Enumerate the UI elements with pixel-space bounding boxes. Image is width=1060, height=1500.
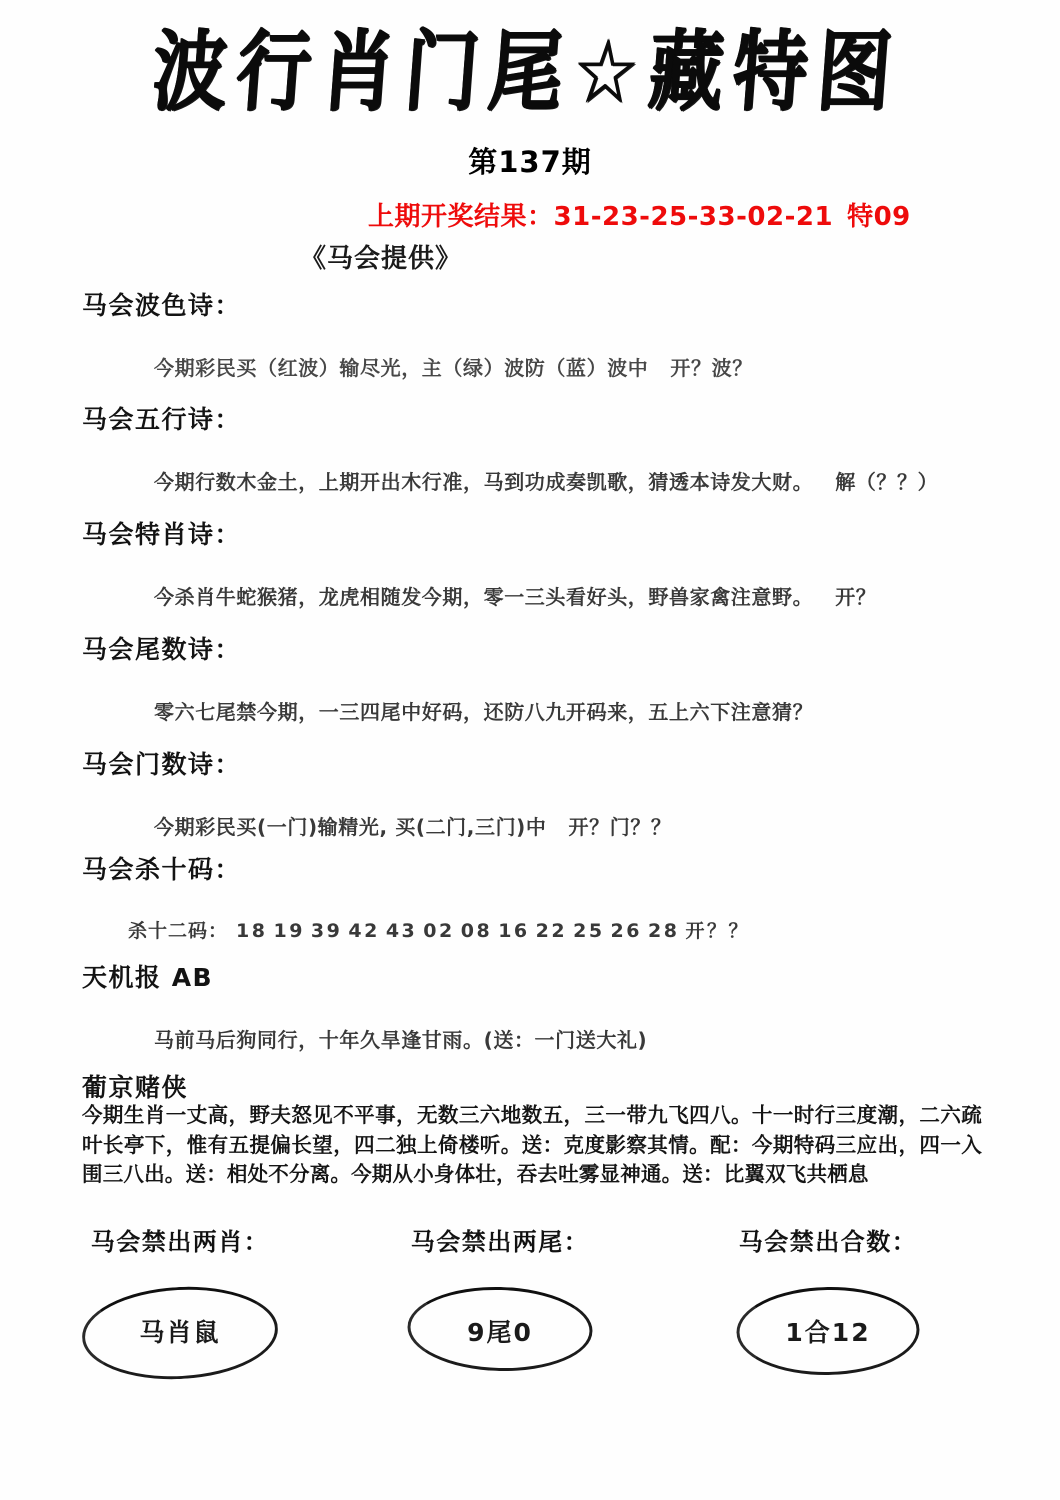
- section-tianji-report: [82, 958, 982, 1053]
- section-body: [154, 581, 982, 610]
- issue-number: 第137期: [468, 144, 592, 179]
- ban-value: 9尾0: [467, 1318, 533, 1347]
- result-label: 上期开奖结果：: [368, 202, 554, 232]
- kill-codes-tail: 开？？: [685, 920, 750, 942]
- kill-code: 16: [498, 920, 530, 942]
- kill-code: 26: [610, 920, 642, 942]
- section-kill-codes: [82, 850, 982, 943]
- section-weishu-poem: [82, 630, 982, 725]
- section-heading: 马会特肖诗：: [82, 520, 242, 549]
- section-bose-poem: [82, 286, 982, 381]
- pujing-paragraph: 今期生肖一丈高，野夫怒见不平事，无数三六地数五，三一带九飞四八。十一时行三度潮，二六疏叶长亭下，惟有五提偏长望，四二独上倚楼听。送：克度影察其情。配：今期特码三应出，四一入围三八出。送：相处不分离。今期从小身体壮，吞去吐雾显神通。送：比翼双飞共栖息: [82, 1103, 982, 1186]
- section-body: [154, 696, 982, 725]
- section-body-text: 今期彩民买（红波）输尽光，主（绿）波防（蓝）波中: [154, 356, 649, 380]
- kill-code: 28: [648, 920, 680, 942]
- ban-heading: 马会禁出合数：: [738, 1228, 918, 1256]
- last-draw-result: [368, 196, 911, 233]
- result-numbers: 31-23-25-33-02-21: [553, 202, 834, 232]
- section-body: [154, 811, 982, 840]
- ban-column-sum: [668, 1222, 988, 1381]
- section-body-text: 今期彩民买(一门)输精光, 买(二门,三门)中: [154, 815, 547, 839]
- kill-code: 42: [348, 920, 380, 942]
- section-menshu-poem: [82, 745, 982, 840]
- section-body-tail: 解（？？）: [835, 470, 939, 494]
- ban-heading: 马会禁出两肖：: [90, 1228, 270, 1256]
- kill-code: 02: [423, 920, 455, 942]
- section-body-text: 零六七尾禁今期，一三四尾中好码，还防八九开码来，五上六下注意猜？: [154, 700, 814, 724]
- title-block: [0, 21, 1060, 181]
- section-heading: 天机报 AB: [82, 963, 214, 992]
- section-body-text: 马前马后狗同行，十年久旱逢甘雨。(送：一门送大礼): [154, 1028, 648, 1052]
- section-body-text: 今杀肖牛蛇猴猪，龙虎相随发今期，零一三头看好头，野兽家禽注意野。: [154, 585, 814, 609]
- ban-row: [0, 1222, 1060, 1382]
- section-heading: 马会波色诗：: [82, 291, 242, 320]
- ban-value: 1合12: [785, 1318, 871, 1347]
- section-heading: 马会尾数诗：: [82, 635, 242, 664]
- kill-code: 19: [273, 920, 305, 942]
- section-wuxing-poem: [82, 400, 982, 495]
- page-title: 波行肖门尾☆藏特图: [148, 21, 905, 123]
- section-body: [154, 352, 982, 381]
- ban-value-container: [20, 1287, 340, 1381]
- ban-column-tail: [340, 1222, 660, 1381]
- section-body: [154, 466, 982, 495]
- section-body-tail: 开？波？: [670, 356, 753, 380]
- ban-heading: 马会禁出两尾：: [410, 1228, 590, 1256]
- kill-code: 08: [460, 920, 493, 942]
- kill-codes-line: [128, 916, 982, 943]
- pujing-heading: 葡京赌侠: [82, 1073, 189, 1102]
- section-body-tail: 开？: [835, 585, 877, 609]
- section-body: [154, 1024, 982, 1053]
- ban-value-container: [340, 1287, 660, 1381]
- kill-code: 18: [236, 920, 268, 942]
- kill-code: 22: [535, 920, 568, 942]
- kill-codes-label: 杀十二码：: [128, 920, 229, 942]
- section-body-text: 今期行数木金土，上期开出木行准，马到功成奏凯歌，猜透本诗发大财。: [154, 470, 814, 494]
- kill-code: 43: [385, 920, 418, 942]
- section-texiao-poem: [82, 515, 982, 610]
- ban-column-zodiac: [20, 1222, 340, 1381]
- result-special: 特09: [847, 202, 911, 232]
- section-heading: 马会五行诗：: [82, 405, 242, 434]
- section-body-tail: 开？门？？: [568, 815, 672, 839]
- ban-value: 马肖鼠: [139, 1318, 221, 1347]
- kill-code: 25: [573, 920, 605, 942]
- provider-label: 《马会提供》: [300, 244, 463, 274]
- section-heading: 马会门数诗：: [82, 750, 242, 779]
- kill-code: 39: [310, 920, 343, 942]
- section-heading: 马会杀十码：: [82, 855, 242, 884]
- ban-value-container: [668, 1287, 988, 1381]
